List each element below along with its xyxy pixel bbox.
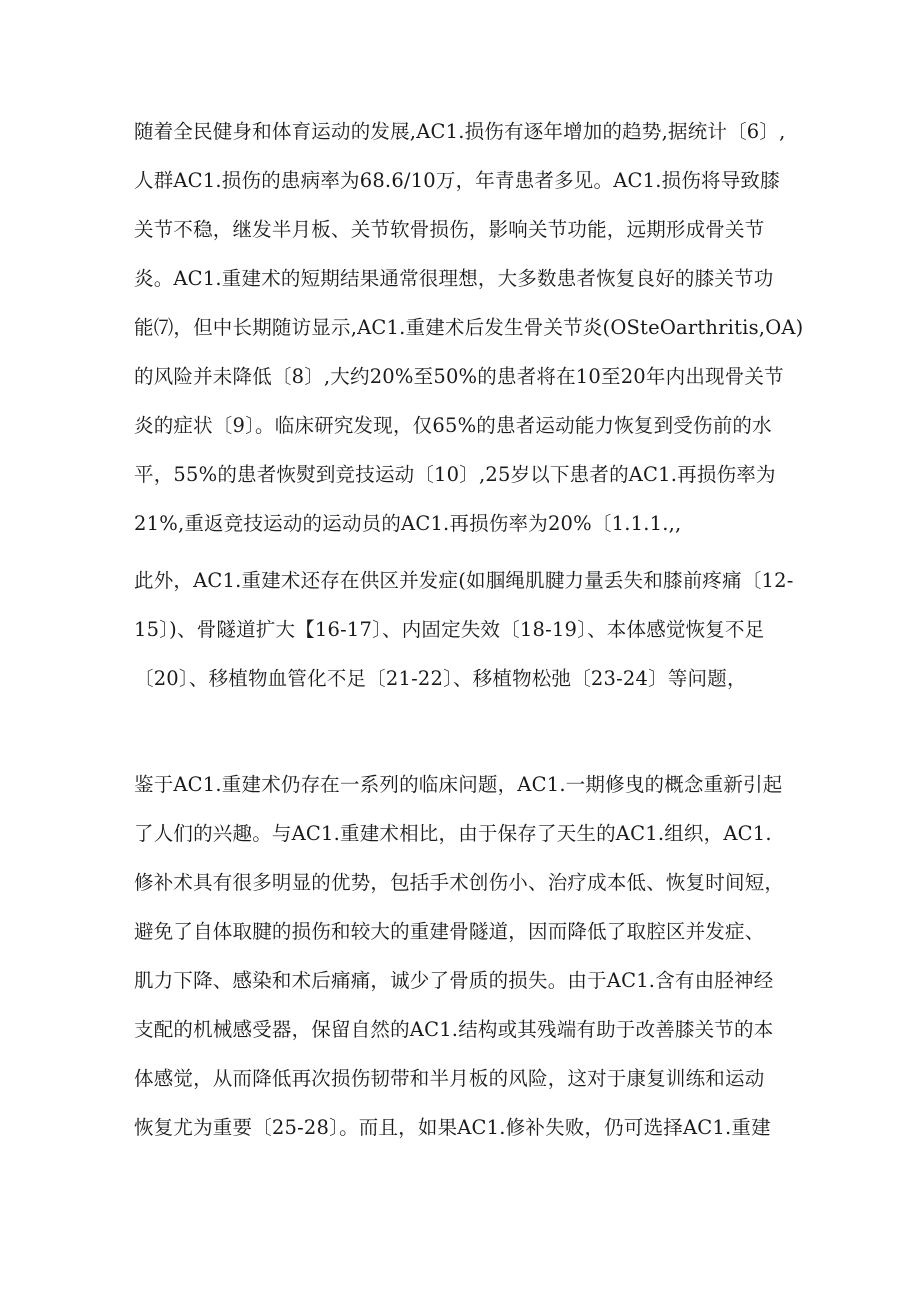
text-line: 炎。AC1.重建术的短期结果通常很理想，大多数患者恢复良好的膝关节功 xyxy=(134,267,774,290)
text-line: 修补术具有很多明显的优势，包括手术创伤小、治疗成本低、恢复时间短， xyxy=(134,871,785,894)
text-line: 了人们的兴趣。与AC1.重建术相比，由于保存了天生的AC1.组织，AC1. xyxy=(134,822,772,845)
text-line: 支配的机械感受器，保留自然的AC1.结构或其残端有助于改善膝关节的本 xyxy=(134,1018,774,1041)
text-line: 人群AC1.损伤的患病率为68.6/10万，年青患者多见。AC1.损伤将导致膝 xyxy=(134,169,780,192)
paragraph-repair-advantages xyxy=(134,766,794,1158)
text-line: 恢复尤为重要〔25-28〕。而且，如果AC1.修补失败，仍可选择AC1.重建 xyxy=(134,1116,771,1139)
paragraph-reconstruction-complications xyxy=(134,562,794,709)
text-line: 鉴于AC1.重建术仍存在一系列的临床问题，AC1.一期修曳的概念重新引起 xyxy=(134,773,783,796)
text-line: 体感觉，从而降低再次损伤韧带和半月板的风险，这对于康复训练和运动 xyxy=(134,1067,765,1090)
paragraph-acl-injury-background xyxy=(134,113,804,554)
text-line: 随着全民健身和体育运动的发展,AC1.损伤有逐年增加的趋势,据统计〔6〕, xyxy=(134,120,786,143)
text-line: 的风险并未降低〔8〕,大约20%至50%的患者将在10至20年内出现骨关节 xyxy=(134,365,784,388)
text-line: 〔20〕、移植物血管化不足〔21-22〕、移植物松弛〔23-24〕等问题， xyxy=(134,667,747,690)
text-line: 炎的症状〔9〕。临床研究发现，仅65%的患者运动能力恢复到受伤前的水 xyxy=(134,414,772,437)
text-line: 15〕)、骨隧道扩大【16-17〕、内固定失效〔18-19〕、本体感觉恢复不足 xyxy=(134,618,765,641)
text-line: 避免了自体取腱的损伤和较大的重建骨隧道，因而降低了取腔区并发症、 xyxy=(134,920,765,943)
text-line: 21%,重返竞技运动的运动员的AC1.再损伤率为20%〔1.1.1.,, xyxy=(134,512,682,535)
text-line: 能⑺，但中长期随访显示,AC1.重建术后发生骨关节炎(OSteOarthritis,OA) xyxy=(134,316,804,339)
text-line: 平，55%的患者恢熨到竞技运动〔10〕,25岁以下患者的AC1.再损伤率为 xyxy=(134,463,776,486)
text-line: 关节不稳，继发半月板、关节软骨损伤，影响关节功能，远期形成骨关节 xyxy=(134,218,765,241)
text-line: 此外，AC1.重建术还存在供区并发症(如腘绳肌腱力量丢失和膝前疼痛〔12- xyxy=(134,569,794,592)
text-line: 肌力下降、感染和术后痛痛，诚少了骨质的损失。由于AC1.含有由胫神经 xyxy=(134,969,774,992)
